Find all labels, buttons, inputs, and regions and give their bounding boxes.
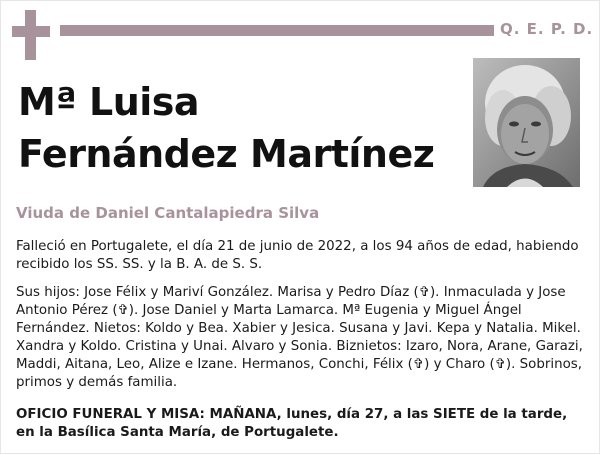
deceased-name [18, 76, 458, 180]
family-paragraph: Sus hijos: Jose Félix y Mariví González. Marisa y Pedro Díaz (✞). Inmaculada y Jose Antonio Pérez (✞). Jose Daniel y Marta Lamarca. Mª Eugenia y Miguel Ángel Fernández. Nietos: Koldo y Bea. Xabier y Jesica. Susana y Javi. Kepa y Natalia. Mikel. Xandra y Koldo. Cristina y Unai. Alvaro y Sonia. Biznietos: Izaro, Nora, Arane, Garazi, Maddi, Aitana, Leo, Alize e Izane. Hermanos, Conchi, Félix (✞) y Charo (✞). Sobrinos, primos y demás familia. [16, 285, 583, 390]
name-line-1: Mª Luisa [18, 80, 200, 124]
widow-subtitle: Viuda de Daniel Cantalapiedra Silva [16, 204, 320, 222]
portrait-photo [473, 58, 580, 187]
header-rule [60, 25, 494, 36]
name-line-2: Fernández Martínez [18, 132, 435, 176]
death-notice-paragraph: Falleció en Portugalete, el día 21 de junio de 2022, a los 94 años de edad, habiendo recibido los SS. SS. y la B. A. de S. S. [16, 239, 579, 272]
cross-icon [12, 10, 50, 60]
qepd-label: Q. E. P. D. [500, 20, 594, 38]
funeral-paragraph: OFICIO FUNERAL Y MISA: MAÑANA, lunes, día 27, a las SIETE de la tarde, en la Basílica Santa María, de Portugalete. [16, 407, 568, 440]
